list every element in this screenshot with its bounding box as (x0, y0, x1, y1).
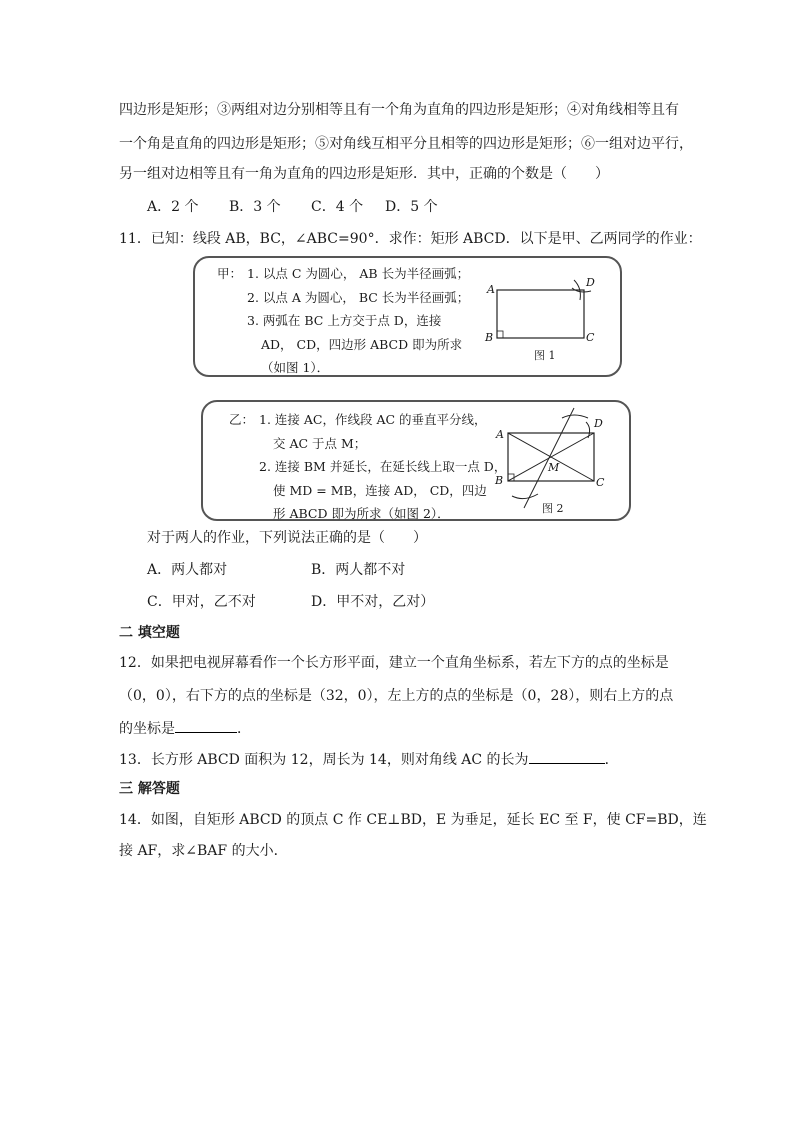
jia-step-1: 1. 以点 C 为圆心， AB 长为半径画弧； (247, 266, 470, 281)
fig2-caption: 图 2 (542, 502, 564, 515)
q10-option-a: A．2 个 (147, 199, 199, 215)
q10-line2: 一个角是直角的四边形是矩形；⑤对角线互相平分且相等的四边形是矩形；⑥一组对边平行， (119, 136, 693, 152)
fig2-label-d: D (594, 417, 603, 430)
jia-step-2: 2. 以点 A 为圆心， BC 长为半径画弧； (247, 289, 470, 305)
q10-option-b: B．3 个 (229, 199, 281, 215)
fig2-label-m: M (548, 461, 560, 474)
fig1-label-d: D (586, 276, 595, 289)
q11-option-a: A．两人都对 (147, 562, 228, 578)
yi-step-2: 2. 连接 BM 并延长，在延长线上取一点 D， (259, 459, 507, 474)
q10-option-d: D．5 个 (385, 199, 438, 215)
q10-line3: 另一组对边相等且有一角为直角的四边形是矩形．其中，正确的个数是（ ） (119, 166, 609, 182)
jia-steps (217, 262, 469, 380)
yi-step-1b: 交 AC 于点 M； (273, 435, 367, 451)
q11-question: 对于两人的作业，下列说法正确的是（ ） (147, 530, 427, 546)
yi-step-2b: 使 MD = MB，连接 AD， CD，四边 (273, 482, 487, 498)
q13-line: 13．长方形 ABCD 面积为 12，周长为 14，则对角线 AC 的长为 ． (119, 748, 619, 770)
fig2-arc-bottom (512, 494, 538, 499)
q12-line3: 的坐标是 ． (119, 717, 251, 739)
figure-1 (490, 278, 600, 348)
q10-option-c: C．4 个 (311, 199, 364, 215)
section-solution-heading: 三 解答题 (119, 781, 180, 797)
q12-answer-blank[interactable] (175, 717, 237, 733)
section-fill-in-heading: 二 填空题 (119, 625, 180, 641)
q11-option-b: B．两人都不对 (311, 562, 406, 578)
q11-option-d: D．甲不对，乙对） (311, 594, 435, 610)
yi-label: 乙： (229, 412, 255, 427)
jia-step-3b: AD， CD，四边形 ABCD 即为所求 (261, 336, 463, 352)
fig1-label-a: A (487, 283, 495, 296)
fig1-label-b: B (485, 331, 494, 344)
jia-label: 甲： (217, 266, 243, 281)
fig2-perpendicular-bisector (524, 408, 574, 508)
q13-answer-blank[interactable] (529, 748, 605, 764)
jia-step-3c: （如图 1）． (261, 360, 330, 375)
fig2-label-b: B (495, 474, 504, 487)
q14-line2: 接 AF，求∠BAF 的大小． (119, 843, 288, 859)
fig1-label-c: C (586, 331, 595, 344)
fig1-rectangle (497, 290, 584, 338)
fig1-caption: 图 1 (534, 349, 556, 362)
fig2-arc-top (562, 415, 588, 418)
jia-step-3: 3. 两弧在 BC 上方交于点 D，连接 (247, 313, 442, 328)
yi-step-1: 1. 连接 AC，作线段 AC 的垂直平分线， (259, 412, 487, 427)
q11-stem: 11．已知：线段 AB，BC，∠ABC=90°．求作：矩形 ABCD．以下是甲、乙两同学的作业： (119, 231, 702, 247)
q12-line1: 12．如果把电视屏幕看作一个长方形平面，建立一个直角坐标系，若左下方的点的坐标是 (119, 655, 669, 671)
q12-line2: （0，0），右下方的点的坐标是（32，0），左上方的点的坐标是（0，28），则右上方的点 (119, 688, 674, 704)
q14-line1: 14．如图，自矩形 ABCD 的顶点 C 作 CE⊥BD，E 为垂足，延长 EC 至 F，使 CF=BD，连 (119, 812, 707, 828)
q10-line1: 四边形是矩形；③两组对边分别相等且有一个角为直角的四边形是矩形；④对角线相等且有 (119, 102, 679, 118)
yi-steps (229, 408, 506, 526)
fig2-label-c: C (596, 476, 605, 489)
yi-step-2c: 形 ABCD 即为所求（如图 2）． (273, 506, 450, 521)
fig1-right-angle-mark (497, 331, 503, 338)
q11-option-c: C．甲对，乙不对 (147, 594, 256, 610)
fig2-label-a: A (496, 428, 504, 441)
fig2-arc-d (586, 422, 590, 438)
